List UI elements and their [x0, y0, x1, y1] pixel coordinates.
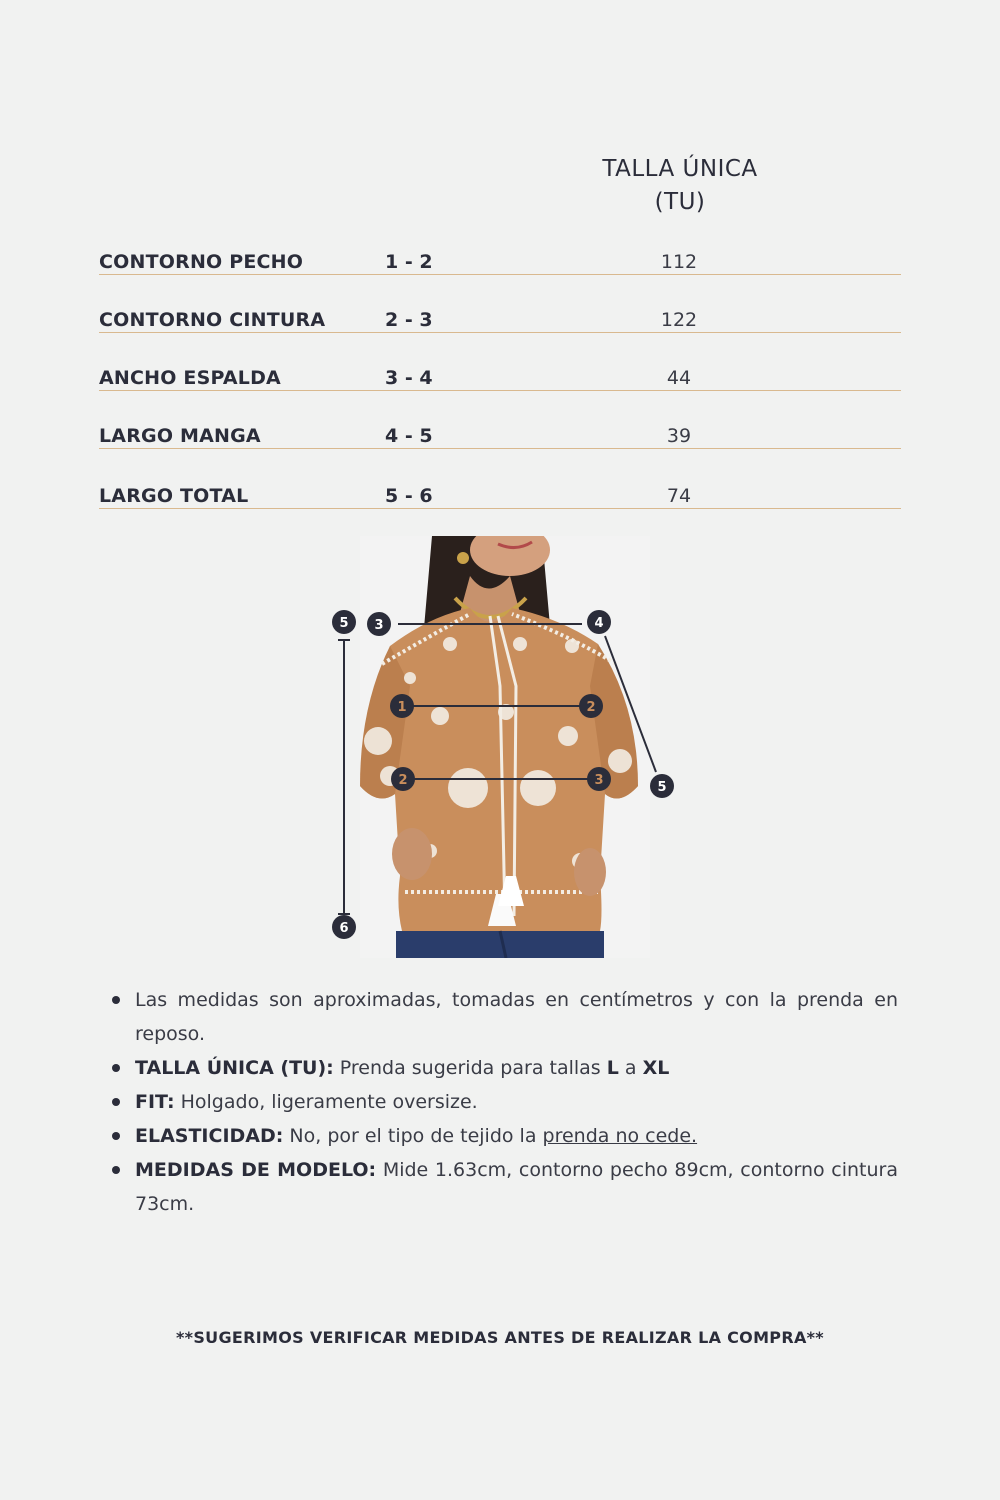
note-label: FIT:: [135, 1091, 175, 1113]
note-underline: prenda no cede.: [542, 1125, 698, 1147]
note-elasticidad: [112, 1119, 898, 1153]
size-header-line2: (TU): [654, 189, 706, 215]
row-label: CONTORNO PECHO: [99, 251, 304, 273]
table-row-largo-total: [99, 479, 901, 509]
row-label: LARGO MANGA: [99, 425, 261, 447]
table-row-ancho-espalda: [99, 361, 901, 391]
marker-5-top: [332, 610, 356, 634]
svg-text:3: 3: [374, 618, 384, 633]
note-label: TALLA ÚNICA (TU):: [135, 1057, 334, 1079]
svg-text:3: 3: [594, 773, 604, 788]
marker-layer: [320, 536, 680, 958]
note-text: Holgado, ligeramente oversize.: [174, 1091, 478, 1113]
note-text: No, por el tipo de tejido la: [283, 1125, 543, 1147]
svg-text:6: 6: [339, 921, 349, 936]
marker-6: [332, 915, 356, 939]
row-label: CONTORNO CINTURA: [99, 309, 326, 331]
marker-2-waist: [391, 767, 415, 791]
size-header-line1: TALLA ÚNICA: [602, 156, 758, 182]
note-measurements-text: Las medidas son aproximadas, tomadas en centímetros y con la prenda en reposo.: [135, 989, 898, 1045]
row-label: ANCHO ESPALDA: [99, 367, 281, 389]
svg-text:4: 4: [594, 616, 604, 631]
marker-1: [390, 694, 414, 718]
table-row-contorno-cintura: [99, 303, 901, 333]
svg-text:2: 2: [586, 700, 596, 715]
row-label: LARGO TOTAL: [99, 485, 249, 507]
note-text: Prenda sugerida para tallas: [333, 1057, 607, 1079]
row-value: 74: [666, 485, 692, 507]
row-points: 2 - 3: [385, 309, 433, 331]
row-points: 5 - 6: [385, 485, 433, 507]
row-points: 3 - 4: [385, 367, 433, 389]
row-value: 44: [666, 367, 692, 389]
svg-text:1: 1: [397, 700, 407, 715]
size-l: L: [606, 1057, 619, 1079]
marker-3-waist: [587, 767, 611, 791]
note-fit: [112, 1085, 898, 1119]
marker-4: [587, 610, 611, 634]
row-value: 122: [660, 309, 698, 331]
row-value: 39: [666, 425, 692, 447]
size-xl: XL: [642, 1057, 670, 1079]
row-value: 112: [660, 251, 698, 273]
row-points: 1 - 2: [385, 251, 433, 273]
note-connector: a: [618, 1057, 643, 1079]
marker-5-sleeve: [650, 774, 674, 798]
table-row-largo-manga: [99, 419, 901, 449]
marker-3-top: [367, 612, 391, 636]
note-label: ELASTICIDAD:: [135, 1125, 284, 1147]
svg-text:2: 2: [398, 773, 408, 788]
garment-measurement-figure: [320, 536, 680, 958]
note-talla-unica: [112, 1051, 898, 1085]
footer-disclaimer: **SUGERIMOS VERIFICAR MEDIDAS ANTES DE REALIZAR LA COMPRA**: [176, 1328, 824, 1347]
note-text: Mide 1.63cm, contorno pecho 89cm, contorno cintura 73cm.: [135, 1159, 898, 1215]
size-notes-list: [112, 983, 898, 1221]
size-column-header: [580, 153, 780, 219]
table-row-contorno-pecho: [99, 245, 901, 275]
svg-text:5: 5: [657, 780, 667, 795]
row-points: 4 - 5: [385, 425, 433, 447]
note-label: MEDIDAS DE MODELO:: [135, 1159, 377, 1181]
note-measurements: [112, 983, 898, 1051]
svg-text:5: 5: [339, 616, 349, 631]
note-medidas-modelo: [112, 1153, 898, 1221]
marker-2-chest: [579, 694, 603, 718]
